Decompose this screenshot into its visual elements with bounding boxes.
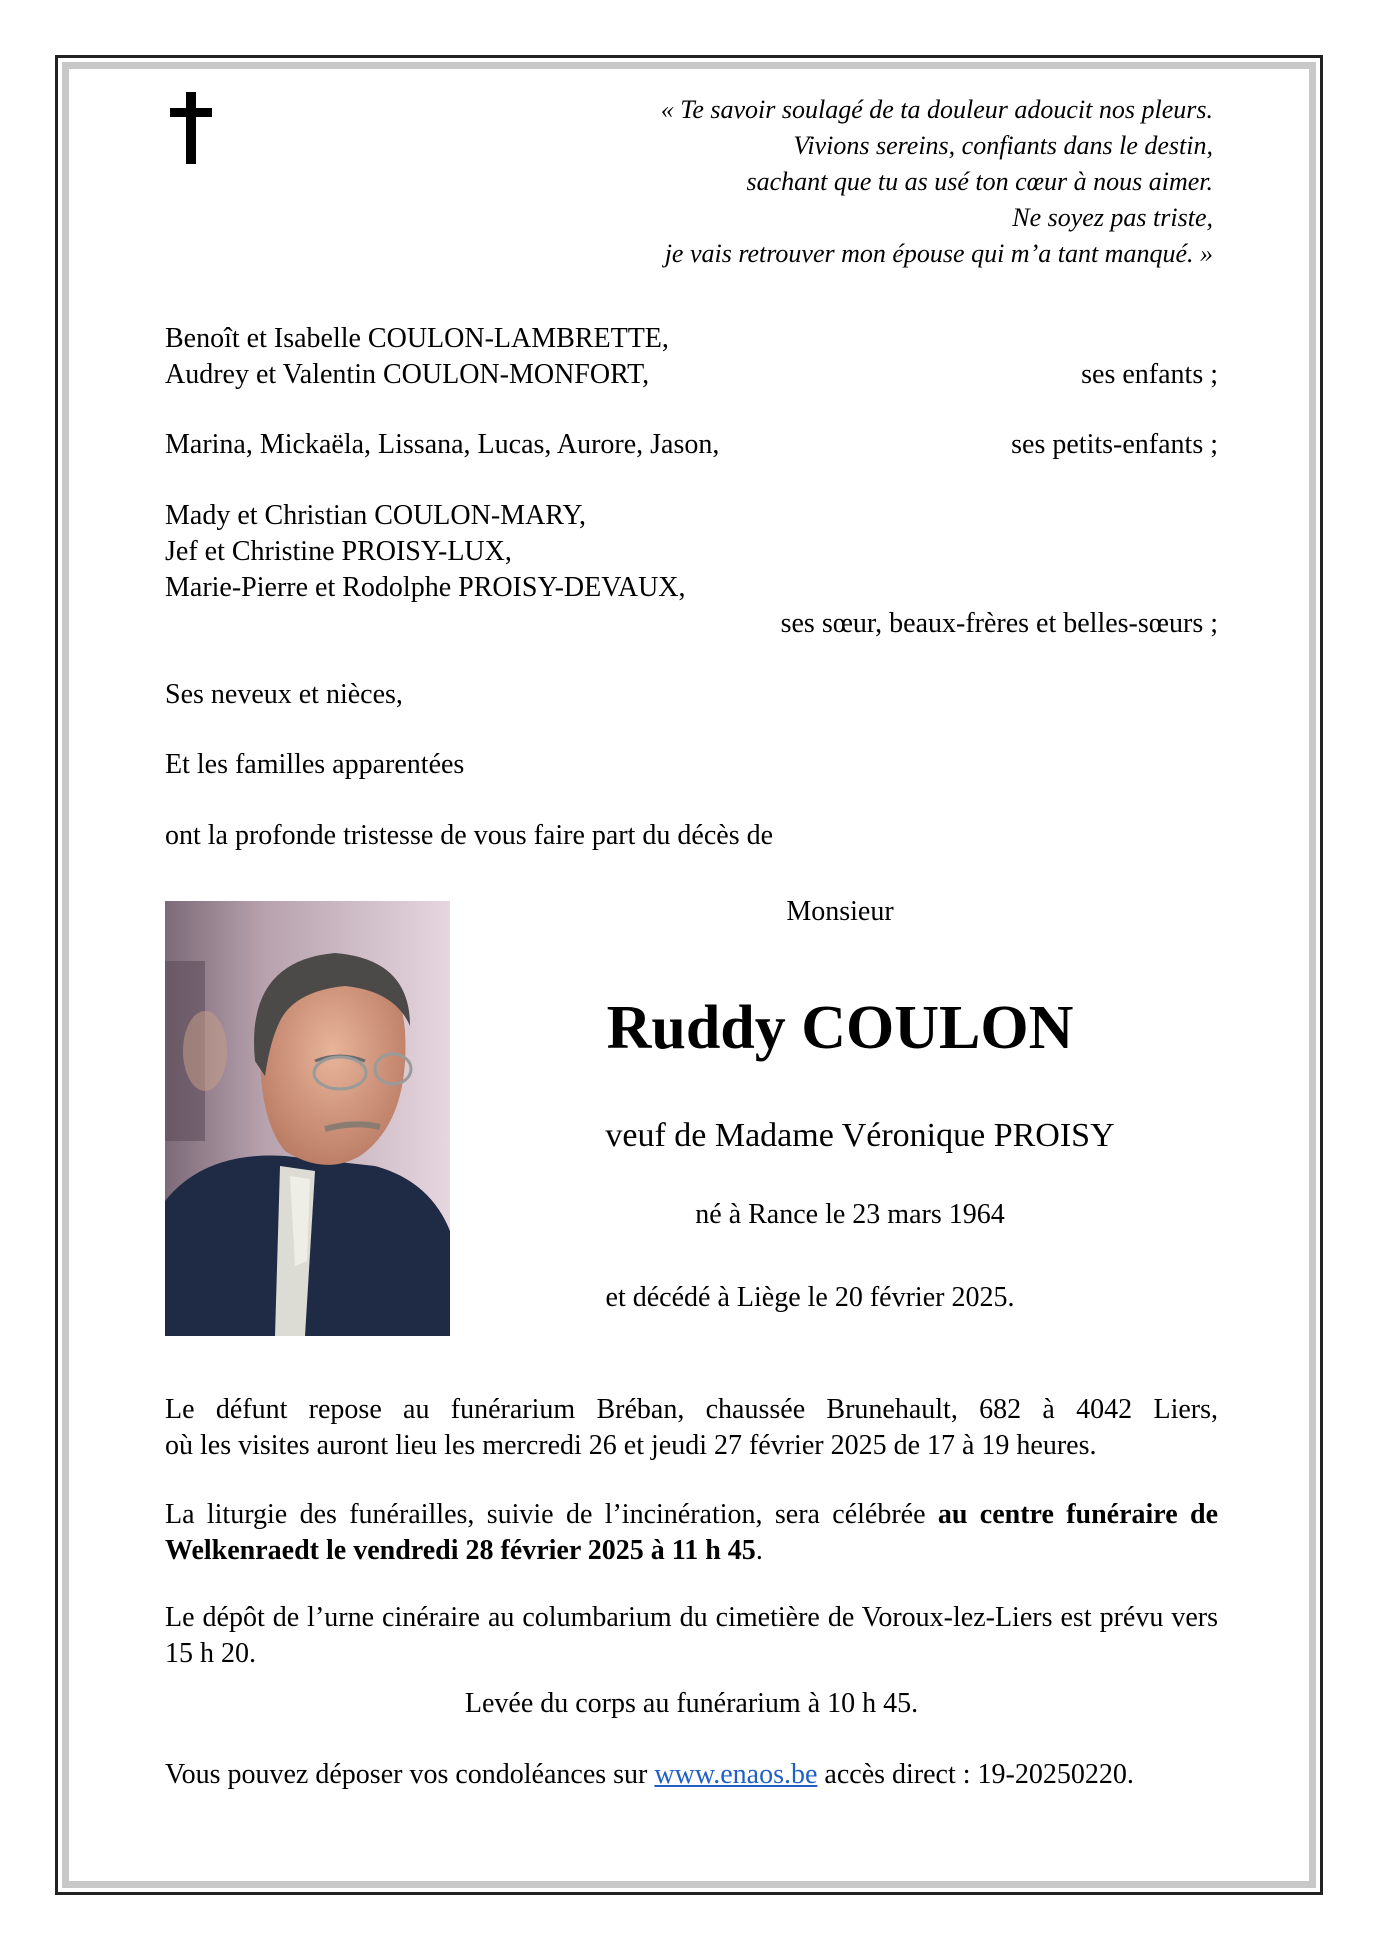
honorific: Monsieur <box>786 896 894 927</box>
grandchildren-relation: ses petits-enfants ; <box>1011 429 1218 460</box>
children-line-2: Audrey et Valentin COULON-MONFORT, <box>165 359 650 390</box>
children-line-1: Benoît et Isabelle COULON-LAMBRETTE, <box>165 323 669 354</box>
urn-paragraph: Le dépôt de l’urne cinéraire au columbarium du cimetière de Voroux-lez-Liers est prévu vers 15 h 20. <box>165 1602 1218 1669</box>
quote-line: Ne soyez pas triste, <box>1012 203 1213 232</box>
widower-line: veuf de Madame Véronique PROISY <box>605 1117 1115 1154</box>
liturgy-paragraph <box>165 1497 1218 1569</box>
quote-line: Vivions sereins, confiants dans le destin, <box>793 131 1213 160</box>
children-relation: ses enfants ; <box>1081 359 1218 390</box>
death-line: et décédé à Liège le 20 février 2025. <box>605 1282 1015 1313</box>
cross-icon <box>166 92 216 164</box>
condolences-paragraph <box>165 1757 1218 1793</box>
portrait-photo <box>165 901 450 1336</box>
liturgy-bold: au centre funéraire de Welkenraedt le vendredi 28 février 2025 à 11 h 45 <box>165 1499 1218 1566</box>
condolences-text: Vous pouvez déposer vos condoléances sur <box>165 1759 655 1790</box>
liturgy-text: La liturgie des funérailles, suivie de l’incinération, sera célébrée <box>165 1499 938 1530</box>
liturgy-end: . <box>755 1535 763 1566</box>
condolences-code: accès direct : 19-20250220. <box>817 1759 1134 1790</box>
rest-text-1: Le défunt repose au funérarium Bréban, chaussée Brunehault, 682 à 4042 Liers, <box>165 1394 1218 1425</box>
quote-line: sachant que tu as usé ton cœur à nous aimer. <box>746 167 1213 196</box>
announcement-line: ont la profonde tristesse de vous faire part du décès de <box>165 820 774 851</box>
siblings-line-1: Mady et Christian COULON-MARY, <box>165 500 587 531</box>
siblings-line-2: Jef et Christine PROISY-LUX, <box>165 536 512 567</box>
siblings-relation: ses sœur, beaux-frères et belles-sœurs ; <box>780 608 1218 639</box>
families-line: Et les familles apparentées <box>165 749 465 780</box>
siblings-line-3: Marie-Pierre et Rodolphe PROISY-DEVAUX, <box>165 572 686 603</box>
epitaph-quote <box>661 92 1213 272</box>
quote-line: « Te savoir soulagé de ta douleur adoucit nos pleurs. <box>660 95 1213 124</box>
rest-line-2: où les visites auront lieu les mercredi 26 et jeudi 27 février 2025 de 17 à 19 heures. <box>165 1430 1097 1461</box>
levee-line: Levée du corps au funérarium à 10 h 45. <box>464 1688 919 1719</box>
nephews-line: Ses neveux et nièces, <box>165 679 403 710</box>
birth-line: né à Rance le 23 mars 1964 <box>695 1199 1005 1230</box>
deceased-name: Ruddy COULON <box>606 994 1074 1062</box>
grandchildren-line: Marina, Mickaëla, Lissana, Lucas, Aurore, Jason, <box>165 429 720 460</box>
condolences-link[interactable]: www.enaos.be <box>654 1759 818 1790</box>
quote-line: je vais retrouver mon épouse qui m’a tant manqué. » <box>664 239 1213 268</box>
